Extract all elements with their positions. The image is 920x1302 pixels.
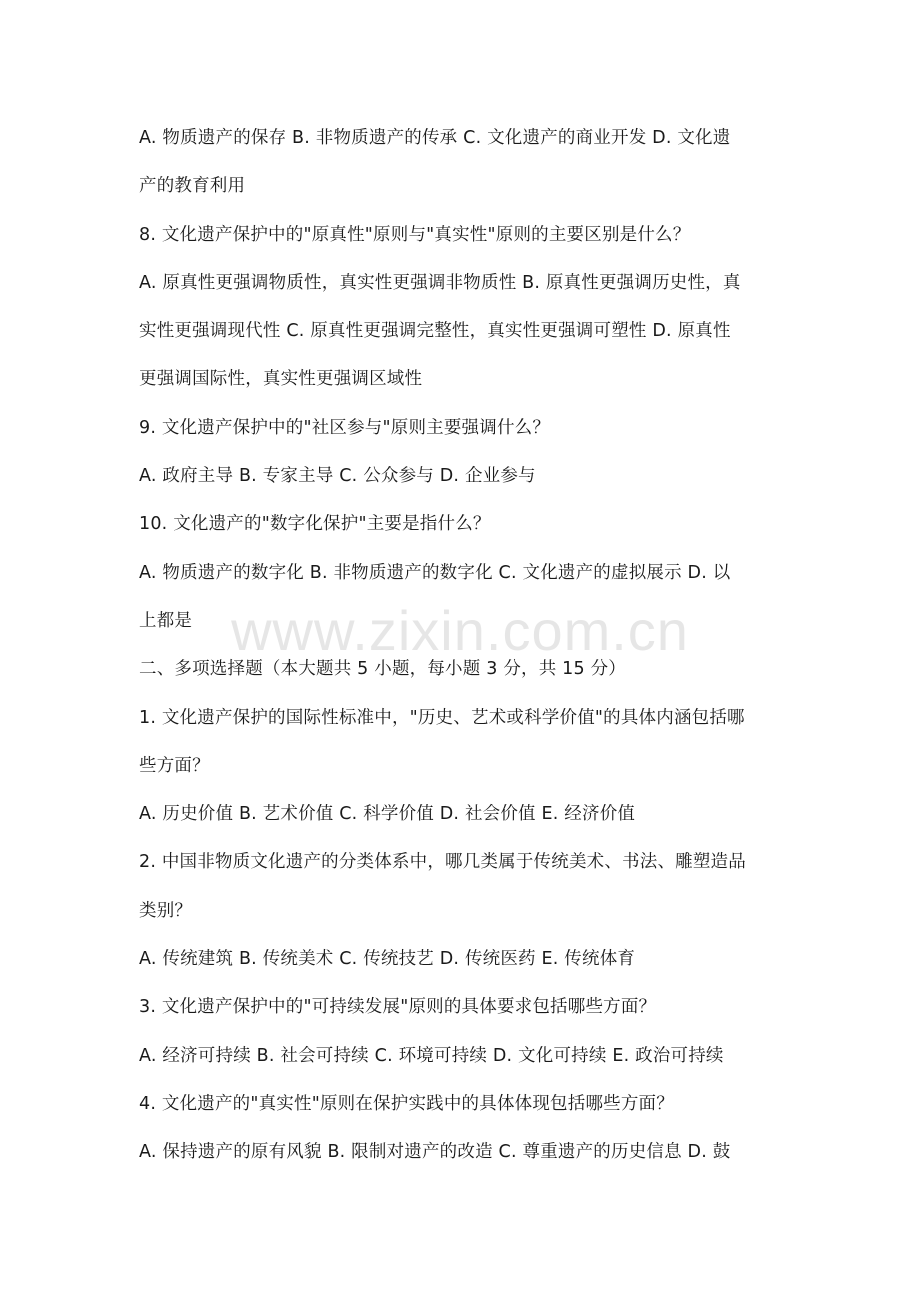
question-8-options: A. 原真性更强调物质性，真实性更强调非物质性 B. 原真性更强调历史性，真 xyxy=(139,272,741,293)
section-heading: 二、多项选择题（本大题共 5 小题，每小题 3 分，共 15 分） xyxy=(139,659,627,680)
mc-question-4-options: A. 保持遗产的原有风貌 B. 限制对遗产的改造 C. 尊重遗产的历史信息 D. 鼓 xyxy=(139,1142,731,1163)
question-8-options-continued: 实性更强调现代性 C. 原真性更强调完整性，真实性更强调可塑性 D. 原真性 xyxy=(139,321,731,342)
option-line: A. 物质遗产的保存 B. 非物质遗产的传承 C. 文化遗产的商业开发 D. 文化遗 xyxy=(139,128,731,148)
mc-question-1-options: A. 历史价值 B. 艺术价值 C. 科学价值 D. 社会价值 E. 经济价值 xyxy=(139,804,636,825)
question-9-options: A. 政府主导 B. 专家主导 C. 公众参与 D. 企业参与 xyxy=(139,466,536,487)
mc-question-4: 4. 文化遗产的"真实性"原则在保护实践中的具体体现包括哪些方面？ xyxy=(139,1093,674,1114)
option-line-continued: 产的教育利用 xyxy=(139,176,246,197)
mc-question-2-options: A. 传统建筑 B. 传统美术 C. 传统技艺 D. 传统医药 E. 传统体育 xyxy=(139,949,636,970)
mc-question-2: 2. 中国非物质文化遗产的分类体系中，哪几类属于传统美术、书法、雕塑造品 xyxy=(139,852,746,873)
question-10-options-continued: 上都是 xyxy=(139,610,193,631)
mc-question-2-continued: 类别？ xyxy=(139,900,193,921)
mc-question-3: 3. 文化遗产保护中的"可持续发展"原则的具体要求包括哪些方面？ xyxy=(139,997,657,1018)
question-8: 8. 文化遗产保护中的"原真性"原则与"真实性"原则的主要区别是什么？ xyxy=(139,224,691,245)
question-10-options: A. 物质遗产的数字化 B. 非物质遗产的数字化 C. 文化遗产的虚拟展示 D. 以 xyxy=(139,562,731,583)
watermark: www.zixin.com.cn xyxy=(231,599,689,662)
mc-question-1-continued: 些方面？ xyxy=(139,755,210,776)
question-9: 9. 文化遗产保护中的"社区参与"原则主要强调什么？ xyxy=(139,417,551,438)
question-8-options-continued: 更强调国际性，真实性更强调区域性 xyxy=(139,369,423,390)
mc-question-1: 1. 文化遗产保护的国际性标准中，"历史、艺术或科学价值"的具体内涵包括哪 xyxy=(139,707,745,728)
question-10: 10. 文化遗产的"数字化保护"主要是指什么？ xyxy=(139,514,491,535)
document-body xyxy=(139,114,779,1177)
mc-question-3-options: A. 经济可持续 B. 社会可持续 C. 环境可持续 D. 文化可持续 E. 政治可持续 xyxy=(139,1045,724,1066)
